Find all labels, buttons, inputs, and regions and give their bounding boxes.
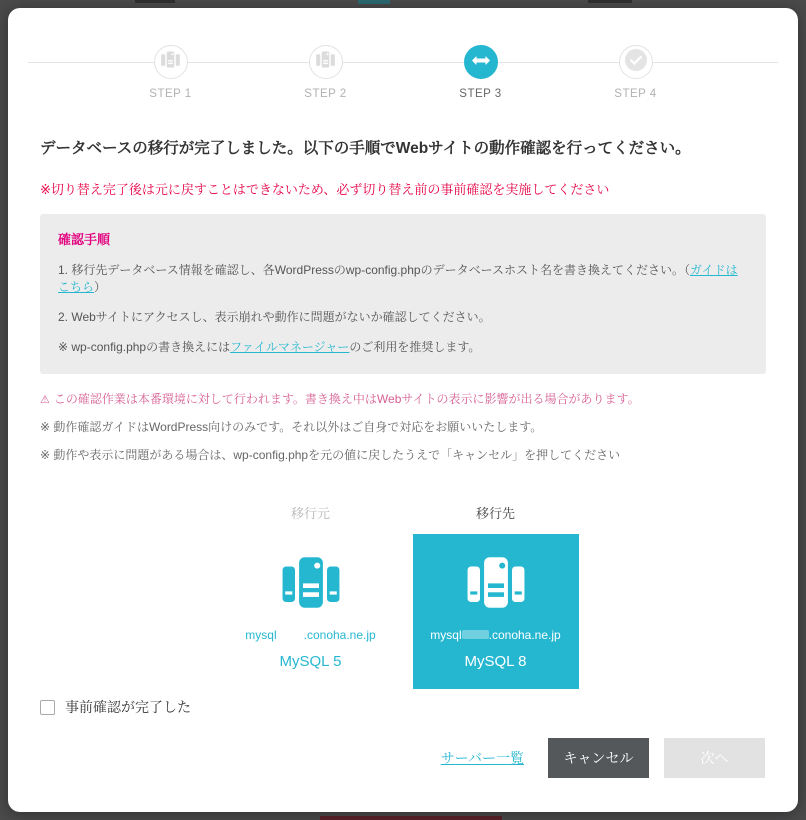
procedure-note-before: ※ wp-config.phpの書き換えには: [58, 340, 231, 354]
step-2-label: STEP 2: [304, 88, 347, 100]
pre-check-confirm-label: 事前確認が完了した: [65, 699, 191, 715]
step-progress-bar: [40, 45, 766, 103]
backdrop-fragment: [135, 0, 175, 3]
migration-destination: [413, 503, 579, 689]
procedure-step-2: 2. Webサイトにアクセスし、表示崩れや動作に問題がないか確認してください。: [58, 310, 491, 324]
note-cancel-hint: ※ 動作や表示に問題がある場合は、wp-config.phpを元の値に戻したうえで「キャンセル」を押してください: [40, 448, 621, 462]
production-warning: [40, 390, 766, 407]
migration-destination-card: [413, 534, 579, 689]
procedure-heading: 確認手順: [58, 232, 111, 247]
backdrop-fragment: [358, 0, 390, 4]
procedure-note-after: のご利用を推奨します。: [349, 340, 481, 354]
source-version: MySQL 5: [279, 652, 342, 670]
redacted-text: [462, 630, 489, 639]
step-3-label: STEP 3: [459, 88, 502, 100]
pre-check-confirm-checkbox[interactable]: [40, 700, 55, 715]
warning-triangle-icon: ⚠: [40, 394, 50, 406]
source-hostname: [245, 628, 375, 642]
transfer-arrows-icon: [472, 53, 490, 71]
destination-version: MySQL 8: [464, 652, 527, 670]
step-1: [93, 45, 248, 100]
source-host-suffix: .conoha.ne.jp: [303, 627, 376, 642]
guide-link[interactable]: ガイドはこちら: [58, 263, 738, 294]
procedure-step-1-text: 1. 移行先データベース情報を確認し、各WordPressのwp-config.phpのデータベースホスト名を書き換えてください。（: [58, 263, 690, 277]
step-4-label: STEP 4: [614, 88, 657, 100]
migration-destination-label: 移行先: [475, 506, 515, 521]
page-title: データベースの移行が完了しました。以下の手順でWebサイトの動作確認を行ってください。: [40, 140, 691, 157]
server-list-link[interactable]: サーバー一覧: [440, 750, 524, 766]
migration-source-label: 移行元: [290, 506, 330, 521]
production-warning-text: この確認作業は本番環境に対して行われます。書き換え中はWebサイトの表示に影響が出る場合があります。: [53, 392, 640, 406]
step-2: [248, 45, 403, 100]
migration-source-card: [228, 534, 394, 689]
source-host-prefix: mysql: [245, 627, 277, 642]
procedure-step-1-close: ）: [94, 280, 107, 294]
database-server-icon: [279, 554, 343, 616]
step-1-label: STEP 1: [149, 88, 192, 100]
procedure-box: [40, 214, 766, 374]
step-3-current: [403, 45, 558, 100]
destination-host-suffix: .conoha.ne.jp: [488, 627, 561, 642]
step-4: [558, 45, 713, 100]
migration-dialog: [8, 8, 798, 812]
footer-actions: [441, 738, 765, 778]
file-manager-link[interactable]: ファイルマネージャー: [230, 340, 350, 354]
destination-hostname: [430, 628, 560, 642]
procedure-step-1: [58, 261, 748, 295]
cancel-button[interactable]: キャンセル: [548, 738, 649, 778]
note-wordpress-only: ※ 動作確認ガイドはWordPress向けのみです。それ以外はご自身で対応をお願いいたします。: [40, 420, 543, 434]
migration-source: [228, 503, 394, 689]
backdrop-fragment: [320, 816, 502, 820]
check-icon: [625, 49, 647, 76]
destination-host-prefix: mysql: [430, 627, 462, 642]
database-server-icon: [315, 50, 336, 74]
database-server-icon: [464, 554, 528, 616]
migration-comparison: [40, 503, 766, 689]
database-server-icon: [160, 50, 181, 74]
procedure-note: [58, 338, 748, 355]
backdrop-fragment: [588, 0, 632, 3]
next-button[interactable]: 次へ: [664, 738, 765, 778]
pre-switch-warning: ※切り替え完了後は元に戻すことはできないため、必ず切り替え前の事前確認を実施してください: [40, 182, 610, 197]
pre-check-confirm-row: [40, 697, 191, 717]
redacted-text: [277, 630, 304, 639]
